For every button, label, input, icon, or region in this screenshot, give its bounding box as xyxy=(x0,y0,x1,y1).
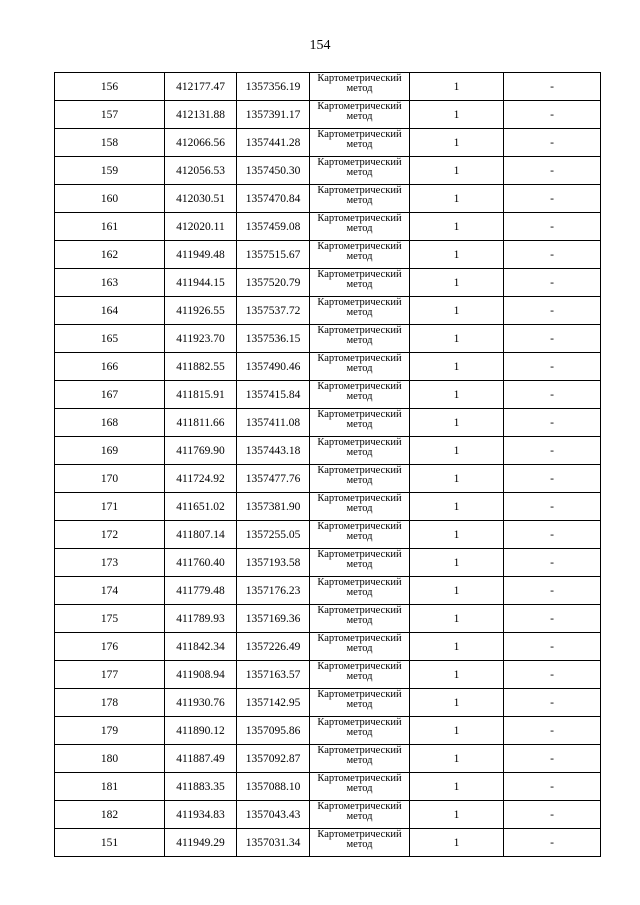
y-coordinate-cell: 1357031.34 xyxy=(237,829,310,857)
point-number-cell: 166 xyxy=(55,353,165,381)
coordinates-table-body xyxy=(55,73,601,857)
note-cell: - xyxy=(504,129,601,157)
point-number-cell: 158 xyxy=(55,129,165,157)
table-row xyxy=(55,353,601,381)
y-coordinate-cell: 1357415.84 xyxy=(237,381,310,409)
method-line-2: метод xyxy=(346,503,373,514)
x-coordinate-cell: 412177.47 xyxy=(165,73,237,101)
x-coordinate-cell: 411779.48 xyxy=(165,577,237,605)
method-cell xyxy=(310,465,410,493)
x-coordinate-cell: 412020.11 xyxy=(165,213,237,241)
note-cell: - xyxy=(504,829,601,857)
method-cell xyxy=(310,241,410,269)
method-cell xyxy=(310,213,410,241)
note-cell: - xyxy=(504,241,601,269)
point-number-cell: 159 xyxy=(55,157,165,185)
point-number-cell: 175 xyxy=(55,605,165,633)
coordinates-table xyxy=(54,72,601,857)
y-coordinate-cell: 1357450.30 xyxy=(237,157,310,185)
method-cell xyxy=(310,717,410,745)
table-row xyxy=(55,689,601,717)
y-coordinate-cell: 1357163.57 xyxy=(237,661,310,689)
table-row xyxy=(55,633,601,661)
accuracy-cell: 1 xyxy=(410,381,504,409)
table-row xyxy=(55,269,601,297)
point-number-cell: 179 xyxy=(55,717,165,745)
method-line-2: метод xyxy=(346,587,373,598)
point-number-cell: 157 xyxy=(55,101,165,129)
method-line-2: метод xyxy=(346,307,373,318)
method-line-1: Картометрический xyxy=(317,661,402,672)
method-line-1: Картометрический xyxy=(317,409,402,420)
table-row xyxy=(55,577,601,605)
method-cell xyxy=(310,577,410,605)
x-coordinate-cell: 411890.12 xyxy=(165,717,237,745)
accuracy-cell: 1 xyxy=(410,745,504,773)
method-line-1: Картометрический xyxy=(317,157,402,168)
method-line-2: метод xyxy=(346,83,373,94)
note-cell: - xyxy=(504,605,601,633)
method-cell xyxy=(310,745,410,773)
method-line-1: Картометрический xyxy=(317,801,402,812)
note-cell: - xyxy=(504,213,601,241)
method-line-2: метод xyxy=(346,195,373,206)
method-cell xyxy=(310,101,410,129)
x-coordinate-cell: 412066.56 xyxy=(165,129,237,157)
accuracy-cell: 1 xyxy=(410,325,504,353)
method-line-2: метод xyxy=(346,111,373,122)
y-coordinate-cell: 1357176.23 xyxy=(237,577,310,605)
y-coordinate-cell: 1357459.08 xyxy=(237,213,310,241)
method-cell xyxy=(310,353,410,381)
method-line-1: Картометрический xyxy=(317,745,402,756)
point-number-cell: 161 xyxy=(55,213,165,241)
y-coordinate-cell: 1357193.58 xyxy=(237,549,310,577)
note-cell: - xyxy=(504,101,601,129)
point-number-cell: 181 xyxy=(55,773,165,801)
x-coordinate-cell: 411883.35 xyxy=(165,773,237,801)
point-number-cell: 174 xyxy=(55,577,165,605)
method-line-1: Картометрический xyxy=(317,73,402,84)
accuracy-cell: 1 xyxy=(410,661,504,689)
note-cell: - xyxy=(504,353,601,381)
y-coordinate-cell: 1357441.28 xyxy=(237,129,310,157)
method-line-2: метод xyxy=(346,727,373,738)
note-cell: - xyxy=(504,549,601,577)
method-line-2: метод xyxy=(346,475,373,486)
method-line-1: Картометрический xyxy=(317,185,402,196)
x-coordinate-cell: 411724.92 xyxy=(165,465,237,493)
note-cell: - xyxy=(504,185,601,213)
method-line-2: метод xyxy=(346,643,373,654)
method-line-1: Картометрический xyxy=(317,269,402,280)
x-coordinate-cell: 411815.91 xyxy=(165,381,237,409)
method-cell xyxy=(310,773,410,801)
method-line-1: Картометрический xyxy=(317,101,402,112)
method-cell xyxy=(310,269,410,297)
method-line-2: метод xyxy=(346,699,373,710)
x-coordinate-cell: 411760.40 xyxy=(165,549,237,577)
method-line-1: Картометрический xyxy=(317,493,402,504)
point-number-cell: 164 xyxy=(55,297,165,325)
point-number-cell: 172 xyxy=(55,521,165,549)
table-row xyxy=(55,213,601,241)
method-cell xyxy=(310,801,410,829)
x-coordinate-cell: 411807.14 xyxy=(165,521,237,549)
x-coordinate-cell: 411789.93 xyxy=(165,605,237,633)
accuracy-cell: 1 xyxy=(410,521,504,549)
accuracy-cell: 1 xyxy=(410,185,504,213)
table-row xyxy=(55,73,601,101)
x-coordinate-cell: 411769.90 xyxy=(165,437,237,465)
accuracy-cell: 1 xyxy=(410,241,504,269)
note-cell: - xyxy=(504,717,601,745)
method-line-2: метод xyxy=(346,671,373,682)
method-line-1: Картометрический xyxy=(317,633,402,644)
note-cell: - xyxy=(504,661,601,689)
method-cell xyxy=(310,73,410,101)
table-row xyxy=(55,241,601,269)
x-coordinate-cell: 411934.83 xyxy=(165,801,237,829)
note-cell: - xyxy=(504,521,601,549)
accuracy-cell: 1 xyxy=(410,773,504,801)
note-cell: - xyxy=(504,801,601,829)
method-line-1: Картометрический xyxy=(317,773,402,784)
x-coordinate-cell: 411949.48 xyxy=(165,241,237,269)
method-cell xyxy=(310,661,410,689)
method-cell xyxy=(310,409,410,437)
point-number-cell: 169 xyxy=(55,437,165,465)
note-cell: - xyxy=(504,493,601,521)
y-coordinate-cell: 1357477.76 xyxy=(237,465,310,493)
method-line-2: метод xyxy=(346,615,373,626)
table-row xyxy=(55,801,601,829)
method-cell xyxy=(310,689,410,717)
note-cell: - xyxy=(504,73,601,101)
point-number-cell: 177 xyxy=(55,661,165,689)
accuracy-cell: 1 xyxy=(410,829,504,857)
accuracy-cell: 1 xyxy=(410,157,504,185)
point-number-cell: 160 xyxy=(55,185,165,213)
point-number-cell: 173 xyxy=(55,549,165,577)
note-cell: - xyxy=(504,409,601,437)
x-coordinate-cell: 411651.02 xyxy=(165,493,237,521)
x-coordinate-cell: 411908.94 xyxy=(165,661,237,689)
method-line-2: метод xyxy=(346,251,373,262)
table-row xyxy=(55,745,601,773)
accuracy-cell: 1 xyxy=(410,605,504,633)
table-row xyxy=(55,521,601,549)
y-coordinate-cell: 1357515.67 xyxy=(237,241,310,269)
method-line-2: метод xyxy=(346,279,373,290)
x-coordinate-cell: 411923.70 xyxy=(165,325,237,353)
note-cell: - xyxy=(504,633,601,661)
accuracy-cell: 1 xyxy=(410,101,504,129)
method-line-1: Картометрический xyxy=(317,465,402,476)
note-cell: - xyxy=(504,269,601,297)
method-cell xyxy=(310,605,410,633)
method-line-1: Картометрический xyxy=(317,325,402,336)
method-line-2: метод xyxy=(346,755,373,766)
method-line-2: метод xyxy=(346,363,373,374)
method-line-2: метод xyxy=(346,223,373,234)
method-line-1: Картометрический xyxy=(317,241,402,252)
x-coordinate-cell: 412056.53 xyxy=(165,157,237,185)
method-line-2: метод xyxy=(346,167,373,178)
method-line-2: метод xyxy=(346,447,373,458)
x-coordinate-cell: 412030.51 xyxy=(165,185,237,213)
method-line-1: Картометрический xyxy=(317,717,402,728)
y-coordinate-cell: 1357490.46 xyxy=(237,353,310,381)
method-cell xyxy=(310,325,410,353)
method-line-1: Картометрический xyxy=(317,549,402,560)
y-coordinate-cell: 1357095.86 xyxy=(237,717,310,745)
accuracy-cell: 1 xyxy=(410,297,504,325)
point-number-cell: 178 xyxy=(55,689,165,717)
y-coordinate-cell: 1357443.18 xyxy=(237,437,310,465)
accuracy-cell: 1 xyxy=(410,689,504,717)
table-row xyxy=(55,381,601,409)
point-number-cell: 167 xyxy=(55,381,165,409)
table-row xyxy=(55,773,601,801)
method-line-1: Картометрический xyxy=(317,213,402,224)
table-row xyxy=(55,605,601,633)
x-coordinate-cell: 412131.88 xyxy=(165,101,237,129)
note-cell: - xyxy=(504,157,601,185)
method-cell xyxy=(310,521,410,549)
page-number: 154 xyxy=(309,38,331,53)
y-coordinate-cell: 1357226.49 xyxy=(237,633,310,661)
x-coordinate-cell: 411811.66 xyxy=(165,409,237,437)
point-number-cell: 156 xyxy=(55,73,165,101)
point-number-cell: 165 xyxy=(55,325,165,353)
note-cell: - xyxy=(504,325,601,353)
table-row xyxy=(55,717,601,745)
accuracy-cell: 1 xyxy=(410,801,504,829)
method-line-2: метод xyxy=(346,419,373,430)
accuracy-cell: 1 xyxy=(410,633,504,661)
note-cell: - xyxy=(504,689,601,717)
accuracy-cell: 1 xyxy=(410,493,504,521)
method-line-2: метод xyxy=(346,531,373,542)
point-number-cell: 162 xyxy=(55,241,165,269)
accuracy-cell: 1 xyxy=(410,437,504,465)
point-number-cell: 180 xyxy=(55,745,165,773)
table-row xyxy=(55,297,601,325)
x-coordinate-cell: 411882.55 xyxy=(165,353,237,381)
method-cell xyxy=(310,381,410,409)
point-number-cell: 151 xyxy=(55,829,165,857)
x-coordinate-cell: 411887.49 xyxy=(165,745,237,773)
table-row xyxy=(55,493,601,521)
point-number-cell: 176 xyxy=(55,633,165,661)
y-coordinate-cell: 1357092.87 xyxy=(237,745,310,773)
method-line-1: Картометрический xyxy=(317,353,402,364)
x-coordinate-cell: 411944.15 xyxy=(165,269,237,297)
method-line-2: метод xyxy=(346,559,373,570)
table-row xyxy=(55,129,601,157)
table-row xyxy=(55,409,601,437)
point-number-cell: 168 xyxy=(55,409,165,437)
y-coordinate-cell: 1357470.84 xyxy=(237,185,310,213)
y-coordinate-cell: 1357537.72 xyxy=(237,297,310,325)
point-number-cell: 163 xyxy=(55,269,165,297)
note-cell: - xyxy=(504,745,601,773)
table-row xyxy=(55,465,601,493)
method-line-1: Картометрический xyxy=(317,689,402,700)
method-line-1: Картометрический xyxy=(317,829,402,840)
method-cell xyxy=(310,437,410,465)
method-line-1: Картометрический xyxy=(317,577,402,588)
accuracy-cell: 1 xyxy=(410,409,504,437)
method-line-1: Картометрический xyxy=(317,521,402,532)
note-cell: - xyxy=(504,577,601,605)
method-cell xyxy=(310,829,410,857)
y-coordinate-cell: 1357255.05 xyxy=(237,521,310,549)
point-number-cell: 182 xyxy=(55,801,165,829)
accuracy-cell: 1 xyxy=(410,577,504,605)
accuracy-cell: 1 xyxy=(410,549,504,577)
method-line-2: метод xyxy=(346,335,373,346)
method-cell xyxy=(310,297,410,325)
table-row xyxy=(55,185,601,213)
table-row xyxy=(55,101,601,129)
x-coordinate-cell: 411926.55 xyxy=(165,297,237,325)
method-cell xyxy=(310,493,410,521)
table-row xyxy=(55,661,601,689)
note-cell: - xyxy=(504,297,601,325)
note-cell: - xyxy=(504,381,601,409)
method-cell xyxy=(310,549,410,577)
accuracy-cell: 1 xyxy=(410,353,504,381)
method-line-2: метод xyxy=(346,839,373,850)
y-coordinate-cell: 1357088.10 xyxy=(237,773,310,801)
y-coordinate-cell: 1357520.79 xyxy=(237,269,310,297)
table-row xyxy=(55,829,601,857)
note-cell: - xyxy=(504,437,601,465)
note-cell: - xyxy=(504,773,601,801)
method-line-1: Картометрический xyxy=(317,605,402,616)
y-coordinate-cell: 1357043.43 xyxy=(237,801,310,829)
point-number-cell: 171 xyxy=(55,493,165,521)
y-coordinate-cell: 1357142.95 xyxy=(237,689,310,717)
table-row xyxy=(55,325,601,353)
accuracy-cell: 1 xyxy=(410,717,504,745)
x-coordinate-cell: 411949.29 xyxy=(165,829,237,857)
method-cell xyxy=(310,129,410,157)
method-line-2: метод xyxy=(346,139,373,150)
accuracy-cell: 1 xyxy=(410,465,504,493)
y-coordinate-cell: 1357169.36 xyxy=(237,605,310,633)
accuracy-cell: 1 xyxy=(410,73,504,101)
table-row xyxy=(55,157,601,185)
method-line-1: Картометрический xyxy=(317,297,402,308)
y-coordinate-cell: 1357536.15 xyxy=(237,325,310,353)
method-line-2: метод xyxy=(346,391,373,402)
y-coordinate-cell: 1357356.19 xyxy=(237,73,310,101)
x-coordinate-cell: 411930.76 xyxy=(165,689,237,717)
accuracy-cell: 1 xyxy=(410,129,504,157)
method-line-1: Картометрический xyxy=(317,129,402,140)
x-coordinate-cell: 411842.34 xyxy=(165,633,237,661)
point-number-cell: 170 xyxy=(55,465,165,493)
method-line-1: Картометрический xyxy=(317,437,402,448)
accuracy-cell: 1 xyxy=(410,269,504,297)
method-line-1: Картометрический xyxy=(317,381,402,392)
method-cell xyxy=(310,185,410,213)
y-coordinate-cell: 1357411.08 xyxy=(237,409,310,437)
table-row xyxy=(55,549,601,577)
accuracy-cell: 1 xyxy=(410,213,504,241)
note-cell: - xyxy=(504,465,601,493)
method-line-2: метод xyxy=(346,811,373,822)
y-coordinate-cell: 1357391.17 xyxy=(237,101,310,129)
method-cell xyxy=(310,633,410,661)
table-row xyxy=(55,437,601,465)
y-coordinate-cell: 1357381.90 xyxy=(237,493,310,521)
method-cell xyxy=(310,157,410,185)
method-line-2: метод xyxy=(346,783,373,794)
